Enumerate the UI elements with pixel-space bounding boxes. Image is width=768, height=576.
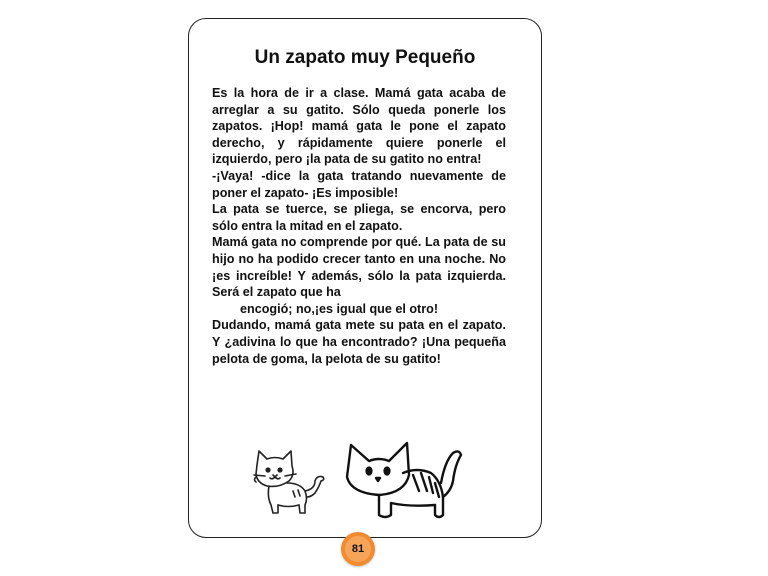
cat-drawing-icon: [339, 431, 467, 525]
story-title: Un zapato muy Pequeño: [254, 47, 476, 68]
kitten-drawing-icon: [245, 439, 331, 525]
story-paragraph-2: -¡Vaya! -dice la gata tratando nuevamente de poner el zapato- ¡Es imposible!: [212, 168, 506, 200]
story-body: [212, 85, 506, 367]
page-number: 81: [345, 536, 371, 562]
page-number-badge: [341, 532, 375, 566]
story-paragraph-5: encogió; no,¡es igual que el otro!: [240, 301, 439, 316]
story-paragraph-3: La pata se tuerce, se pliega, se encorva, pero sólo entra la mitad en el zapato.: [212, 202, 506, 233]
story-paragraph-1: Es la hora de ir a clase. Mamá gata acaba de arreglar a su gatito. Sólo queda ponerle los zapatos. ¡Hop! mamá gata le pone el zapato derecho, y rápidamente quiere ponerle el izquierdo, pero ¡la pata de su gatito no entra!: [212, 86, 506, 167]
story-paragraph-6: Dudando, mamá gata mete su pata en el zapato. Y ¿adivina lo que ha encontrado? ¡Una pequeña pelota de goma, la pelota de su gatito!: [212, 318, 506, 366]
story-paragraph-4: Mamá gata no comprende por qué. La pata de su hijo no ha podido crecer tanto en una noche. No ¡es increíble! Y además, sólo la pata izquierda. Será el zapato que ha: [212, 235, 506, 300]
story-card: [188, 18, 542, 538]
